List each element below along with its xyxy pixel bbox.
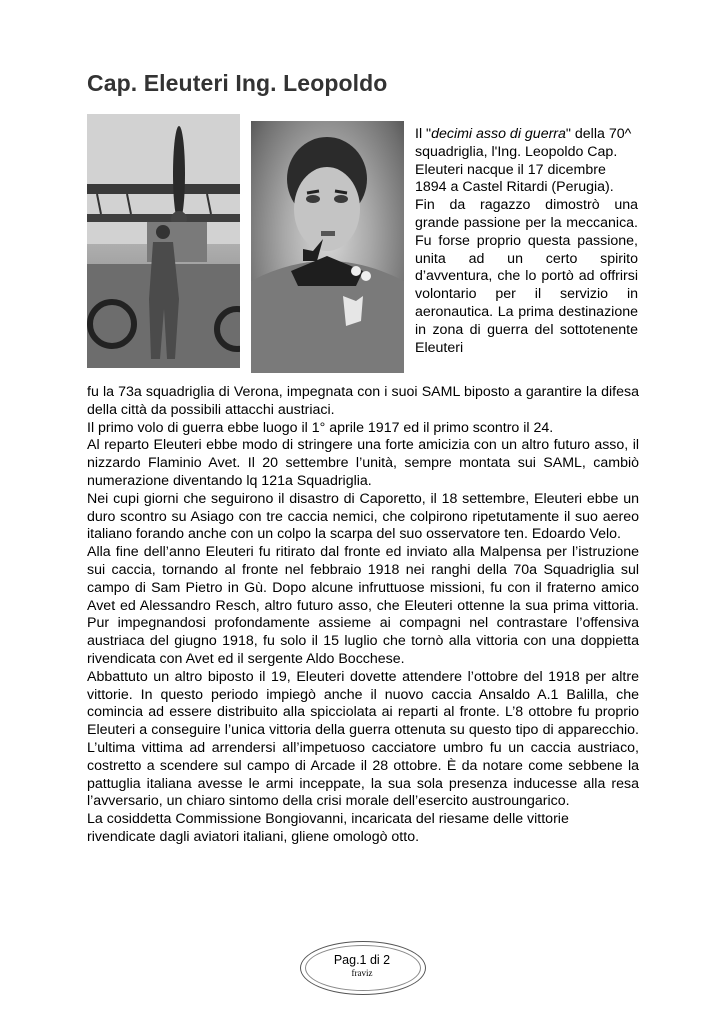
body-paragraph: La cosiddetta Commissione Bongiovanni, incaricata del riesame delle vittorie rivendicate dagli aviatori italiani, gliene omologò otto.: [87, 811, 569, 845]
footer-author: fraviz: [351, 968, 373, 978]
portrait-photo-graphic: [251, 121, 404, 373]
intro-paragraph-1: [415, 126, 638, 197]
page-number: Pag.1 di 2: [333, 953, 391, 967]
photo-portrait-with-pipe: [251, 121, 404, 373]
body-paragraph: Abbattuto un altro biposto il 19, Eleuteri dovette attendere l’ottobre del 1918 per altre vittorie. In questo periodo impiegò anche il nuovo caccia Ansaldo A.1 Balilla, che comincia ad essere distribuito alla spicciolata ai reparti al fronte. L’8 ottobre fu proprio Eleuteri a conseguire l’unica vittoria della guerra ottenuta su questo tipo di apparecchio. L’ultima vittima ad arrendersi all’impetuoso cacciatore umbro fu un caccia austriaco, costretto a scendere sul campo di Arcade il 28 ottobre. È da notare come sebbene la pattuglia italiana avesse le armi inceppate, la sua sola presenza inducesse alla resa l’avversario, un chiaro sintomo della crisi morale dell’esercito austroungarico.: [87, 668, 639, 810]
photo-aviator-with-biplane: [87, 114, 240, 368]
biplane-photo-graphic: [87, 114, 240, 368]
intro-text-column: [415, 126, 638, 357]
intro-rest: " della 70^ squadriglia, l'Ing. Leopoldo Cap. Eleuteri nacque il 17 dicembre 1894 a Castel Ritardi (Perugia).: [415, 126, 632, 196]
body-paragraph: Nei cupi giorni che seguirono il disastro di Caporetto, il 18 settembre, Eleuteri ebbe un duro scontro su Asiago con tre caccia nemici, che colpirono ripetutamente il suo aereo italiano forando anche con un colpo la scarpa del suo osservatore ten. Edoardo Velo.: [87, 490, 639, 543]
body-paragraph: Il primo volo di guerra ebbe luogo il 1° aprile 1917 ed il primo scontro il 24.: [87, 419, 554, 436]
page-title: Cap. Eleuteri Ing. Leopoldo: [87, 70, 388, 96]
intro-prefix: Il ": [415, 126, 432, 142]
body-paragraph: Alla fine dell’anno Eleuteri fu ritirato dal fronte ed inviato alla Malpensa per l’istruzione sui caccia, tornando al fronte nel febbraio 1918 nei ranghi della 70a Squadriglia sul campo di Sam Pietro in Gù. Dopo alcune infruttuose missioni, fu con il fraterno amico Avet ed Alessandro Resch, altro futuro asso, che Eleuteri ottenne la sua prima vittoria. Pur impegnandosi profondamente assieme ai compagni nel contrastare l’offensiva austriaca del giugno 1918, fu solo il 15 luglio che tornò alla vittoria con una doppietta rivendicata con Avet ed il sergente Aldo Bocchese.: [87, 544, 639, 667]
body-paragraph: fu la 73a squadriglia di Verona, impegnata con i suoi SAML biposto a garantire la difesa della città da possibili attacchi austriaci.: [87, 384, 639, 418]
intro-italic-quote: decimi asso di guerra: [431, 126, 566, 142]
body-paragraph: Al reparto Eleuteri ebbe modo di stringere una forte amicizia con un altro futuro asso, il nizzardo Flaminio Avet. Il 20 settembre l’unità, sempre montata sui SAML, cambiò numerazione diventando lq 121a Squadriglia.: [87, 437, 639, 489]
body-text: [87, 384, 639, 847]
intro-paragraph-2: Fin da ragazzo dimostrò una grande passione per la meccanica. Fu forse proprio questa passione, unita ad un certo spirito d’avventura, che lo portò ad offrirsi volontario per il servizio in aeronautica. La prima destinazione in zona di guerra del sottotenente Eleuteri: [415, 197, 638, 356]
